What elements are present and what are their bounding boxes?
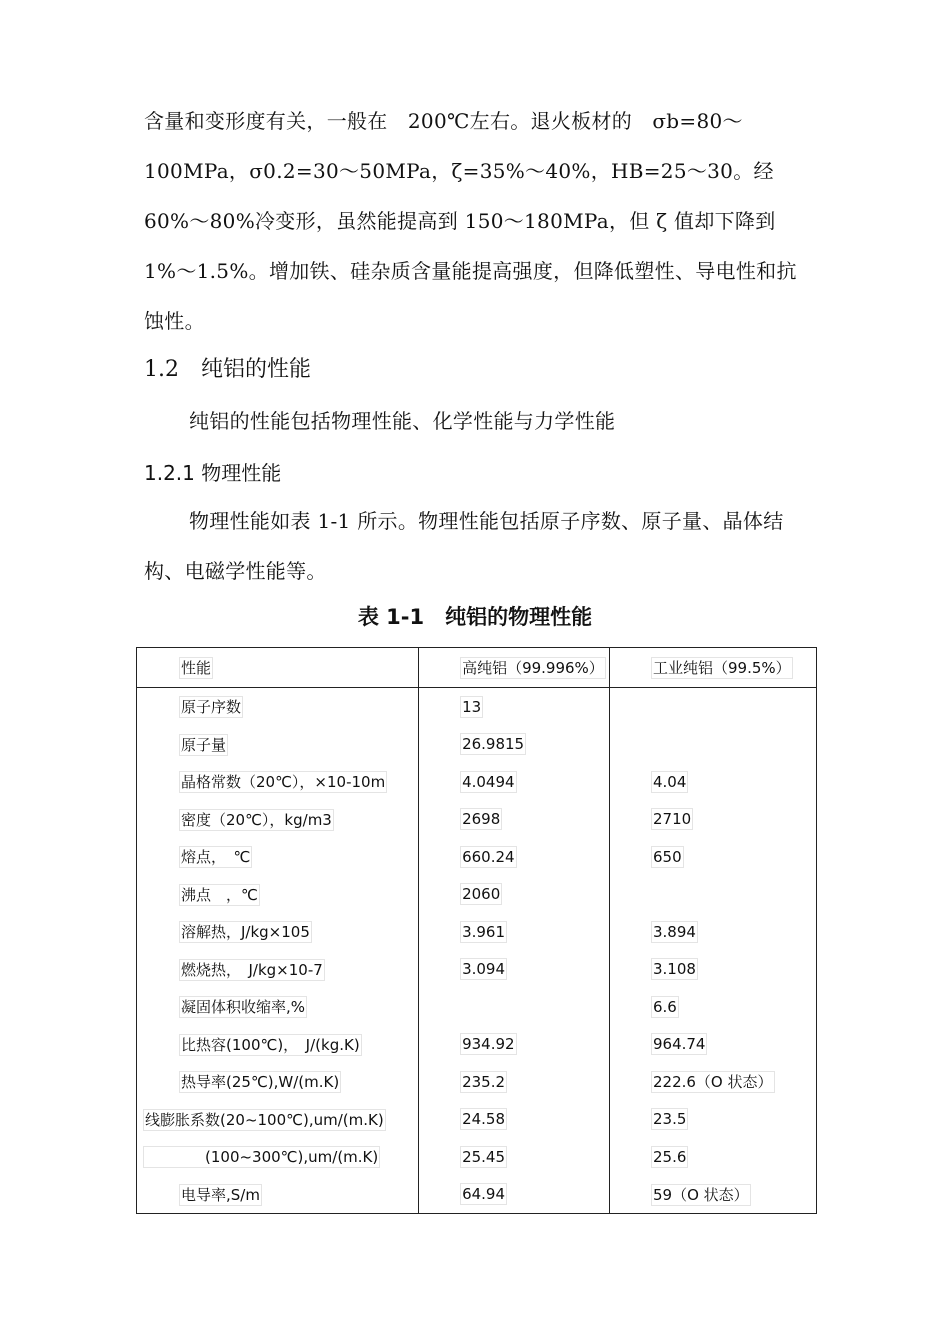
table-row: 燃烧热， J/kg×10-7 3.094 3.108 xyxy=(137,951,817,989)
intro-paragraph: 含量和变形度有关，一般在 200℃左右。退火板材的 σb=80～100MPa，σ0.2=30～50MPa，ζ=35%～40%，HB=25～30。经 60%～80%冷变形，虽然能提高到 150～180MPa，但 ζ 值却下降到 1%～1.5%。增加铁、硅杂质含量能提高强度，但降低塑性、导电性和抗蚀性。 xyxy=(144,109,797,333)
section-heading: 1.2 纯铝的性能 xyxy=(144,357,311,382)
table-row: 溶解热，J/kg×105 3.961 3.894 xyxy=(137,913,817,951)
table-row: 比热容(100℃)， J/(kg.K) 934.92 964.74 xyxy=(137,1026,817,1064)
table-row: 电导率,S/m 64.94 59（O 状态） xyxy=(137,1176,817,1214)
table-row: (100~300℃),um/(m.K) 25.45 25.6 xyxy=(137,1138,817,1176)
table-row: 熔点， ℃ 660.24 650 xyxy=(137,838,817,876)
header-industrial: 工业纯铝（99.5%） xyxy=(609,648,816,688)
header-property: 性能 xyxy=(137,648,419,688)
table-row: 原子量 26.9815 xyxy=(137,726,817,764)
section-text: 纯铝的性能包括物理性能、化学性能与力学性能 xyxy=(189,409,616,433)
table-row: 热导率(25℃),W/(m.K) 235.2 222.6（O 状态） xyxy=(137,1063,817,1101)
subsection-text: 物理性能如表 1-1 所示。物理性能包括原子序数、原子量、晶体结构、电磁学性能等。 xyxy=(144,509,784,583)
table-row: 凝固体积收缩率,% 6.6 xyxy=(137,988,817,1026)
table-header-row xyxy=(137,648,817,688)
table-row: 密度（20℃），kg/m3 2698 2710 xyxy=(137,801,817,839)
physical-properties-table xyxy=(136,647,817,1214)
header-high-purity: 高纯铝（99.996%） xyxy=(419,648,610,688)
table-row: 原子序数 13 xyxy=(137,688,817,726)
table-row: 线膨胀系数(20~100℃),um/(m.K) 24.58 23.5 xyxy=(137,1101,817,1139)
subsection-heading: 1.2.1 物理性能 xyxy=(144,461,282,485)
table-row: 沸点 ，℃ 2060 xyxy=(137,876,817,914)
table-caption: 表 1-1 纯铝的物理性能 xyxy=(357,605,593,629)
table-row: 晶格常数（20℃），×10-10m 4.0494 4.04 xyxy=(137,763,817,801)
